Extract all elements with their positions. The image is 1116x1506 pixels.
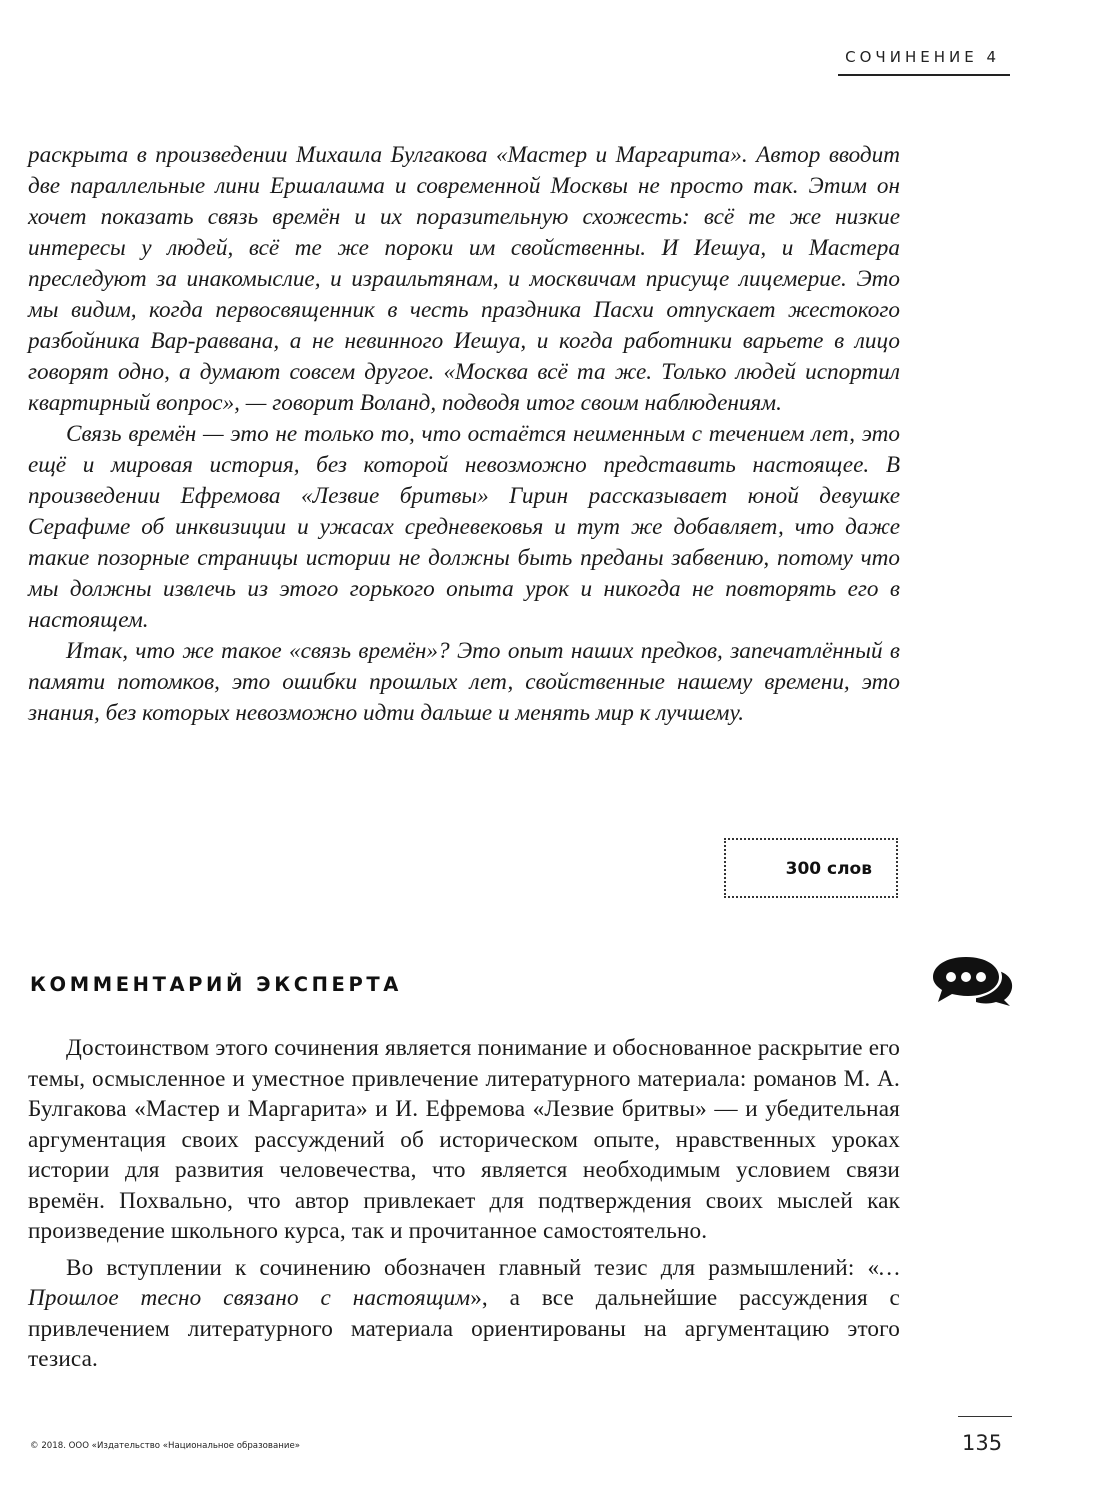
page-number-rule: [958, 1416, 1012, 1417]
chat-dot: [976, 972, 986, 982]
comment-paragraph: Достоинством этого сочинения является понимание и обоснованное раскрытие его темы, осмысленное и уместное привлечение литературного материала: романов М. А. Булгакова «Мастер и Маргарита» и И. Ефремова «Лезвие бритвы» — и убедительная аргументация своих рассуждений об историческом опыте, нравственных уроках истории для развития человечества, что является необходимым условием связи времён. Похвально, что автор привлекает для подтверждения своих мыслей как произведение школьного курса, так и прочитанное самостоятельно.: [28, 1035, 900, 1244]
copyright-notice: © 2018. ООО «Издательство «Национальное образование»: [30, 1441, 300, 1451]
comment-text: », а все дальнейшие рассуждения с привлечением литературного материала ориентированы на аргументацию этого тезиса.: [28, 1285, 900, 1372]
word-count: 300 слов: [785, 859, 872, 879]
section-label: СОЧИНЕНИЕ 4: [845, 48, 1000, 66]
chat-dot: [946, 972, 956, 982]
thesis-quote: …Прошлое тесно связано с настоящим: [28, 1254, 900, 1311]
comment-paragraph: [28, 1253, 900, 1375]
expert-comment-title: КОММЕНТАРИЙ ЭКСПЕРТА: [30, 973, 402, 996]
essay-paragraph: Итак, что же такое «связь времён»? Это опыт наших предков, запечатлённый в памяти потомков, это ошибки прошлых лет, свойственные нашему времени, это знания, без которых невозможно идти дальше и менять мир к лучшему.: [28, 638, 900, 726]
essay-text: [28, 140, 900, 729]
expert-comment-text: [28, 1033, 900, 1375]
chat-dot: [961, 972, 971, 982]
chat-bubbles-icon: [930, 950, 1016, 1010]
running-header: [838, 44, 1010, 76]
page-number: 135: [962, 1431, 1003, 1455]
essay-paragraph: раскрыта в произведении Михаила Булгакова «Мастер и Маргарита». Автор вводит две параллельные лини Ершалаима и современной Москвы не просто так. Этим он хочет показать связь времён и их поразительную схожесть: всё те же низкие интересы у людей, всё те же пороки им свойственны. И Иешуа, и Мастера преследуют за инакомыслие, и израильтянам, и москвичам присуще лицемерие. Это мы видим, когда первосвященник в честь праздника Пасхи отпускает жестокого разбойника Вар-раввана, а не невинного Иешуа, и когда работники варьете в лицо говорят одно, а думают совсем другое. «Москва всё та же. Только людей испортил квартирный вопрос», — говорит Воланд, подводя итог своим наблюдениям.: [28, 142, 900, 416]
essay-paragraph: Связь времён — это не только то, что остаётся неименным с течением лет, это ещё и мировая история, без которой невозможно представить настоящее. В произведении Ефремова «Лезвие бритвы» Гирин рассказывает юной девушке Серафиме об инквизиции и ужасах средневековья и тут же добавляет, что даже такие позорные страницы истории не должны быть преданы забвению, потому что мы должны извлечь из этого горького опыта урок и никогда не повторять его в настоящем.: [28, 421, 900, 633]
comment-text: Во вступлении к сочинению обозначен главный тезис для размышлений: «: [66, 1254, 880, 1281]
word-count-box: [724, 838, 898, 898]
